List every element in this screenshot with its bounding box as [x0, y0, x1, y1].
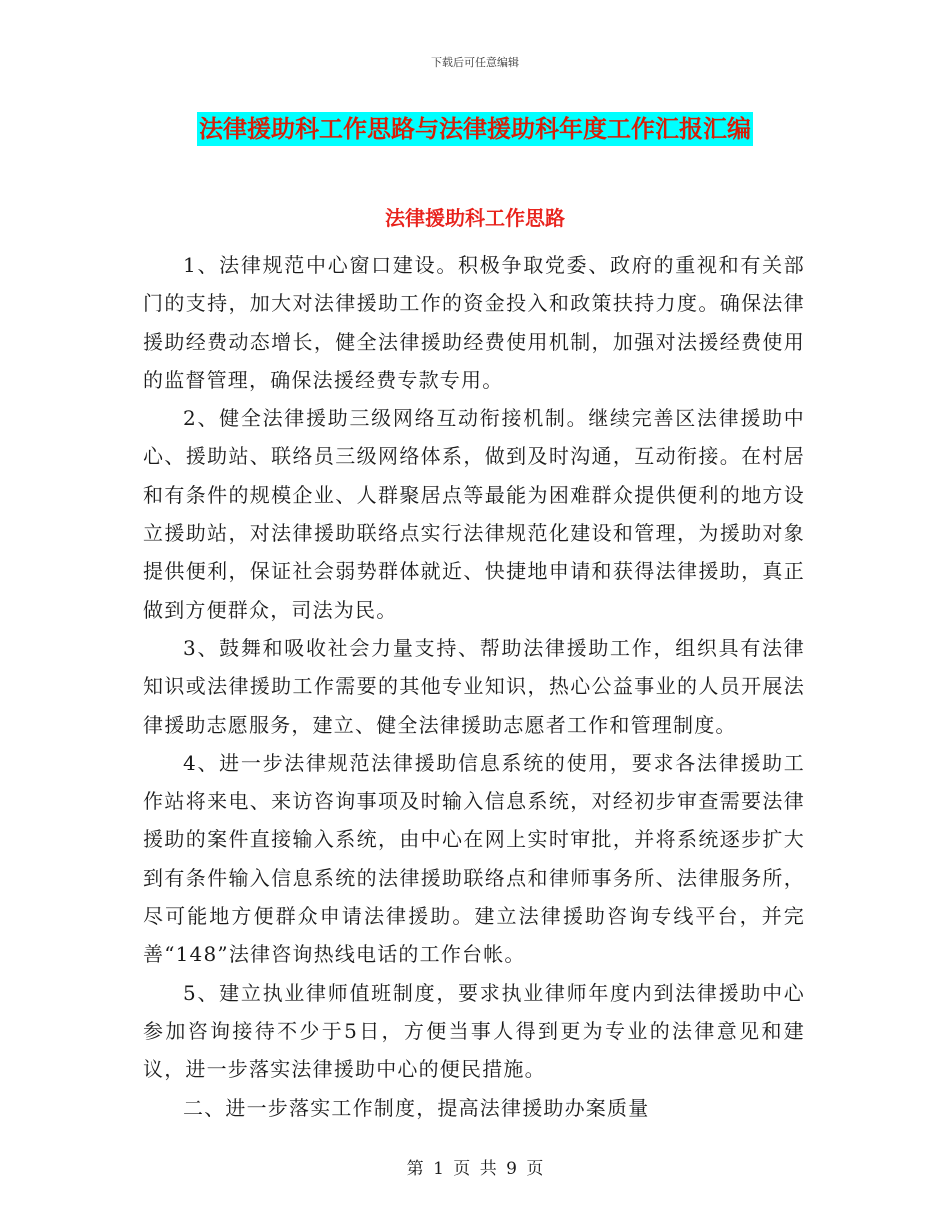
paragraph-1: 1、法律规范中心窗口建设。积极争取党委、政府的重视和有关部门的支持，加大对法律援助工作的资金投入和政策扶持力度。确保法律援助经费动态增长，健全法律援助经费使用机制，加强对法援经费使用的监督管理，确保法援经费专款专用。 — [143, 253, 805, 392]
body-text — [143, 246, 805, 1127]
paragraph-4: 4、进一步法律规范法律援助信息系统的使用，要求各法律援助工作站将来电、来访咨询事项及时输入信息系统，对经初步审查需要法律援助的案件直接输入系统，由中心在网上实时审批，并将系统逐步扩大到有条件输入信息系统的法律援助联络点和律师事务所、法律服务所，尽可能地方便群众申请法律援助。建立法律援助咨询专线平台，并完善“148”法律咨询热线电话的工作台帐。 — [143, 750, 805, 967]
page-footer: 第 1 页 共 9 页 — [406, 1159, 544, 1179]
document-title: 法律援助科工作思路与法律援助科年度工作汇报汇编 — [197, 112, 753, 146]
document-title-block — [0, 112, 950, 146]
page-header-note: 下载后可任意编辑 — [431, 56, 519, 69]
paragraph-5: 5、建立执业律师值班制度，要求执业律师年度内到法律援助中心参加咨询接待不少于5日，方便当事人得到更为专业的法律意见和建议，进一步落实法律援助中心的便民措施。 — [143, 980, 805, 1082]
paragraph-2: 2、健全法律援助三级网络互动衔接机制。继续完善区法律援助中心、援助站、联络员三级网络体系，做到及时沟通，互动衔接。在村居和有条件的规模企业、人群聚居点等最能为困难群众提供便利的地方设立援助站，对法律援助联络点实行法律规范化建设和管理，为援助对象提供便利，保证社会弱势群体就近、快捷地申请和获得法律援助，真正做到方便群众，司法为民。 — [143, 406, 805, 622]
paragraph-6: 二、进一步落实工作制度，提高法律援助办案质量 — [183, 1095, 650, 1120]
paragraph-3: 3、鼓舞和吸收社会力量支持、帮助法律援助工作，组织具有法律知识或法律援助工作需要的其他专业知识，热心公益事业的人员开展法律援助志愿服务，建立、健全法律援助志愿者工作和管理制度。 — [143, 635, 805, 737]
section-title: 法律援助科工作思路 — [385, 206, 565, 230]
